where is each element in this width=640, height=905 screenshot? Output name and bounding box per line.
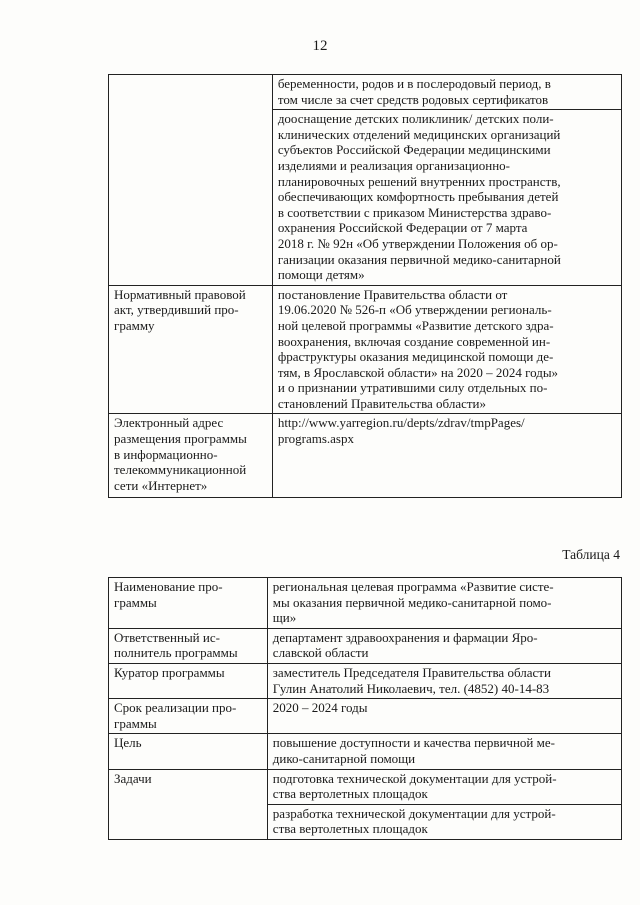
row-label-cell: Цель [109,734,268,769]
table-row [109,628,622,663]
row-value-cell: повышение доступности и качества первичной ме- дико-санитарной помощи [267,734,621,769]
row-label-cell [109,75,273,286]
program-passport-table-4 [108,577,622,840]
row-value-cell: региональная целевая программа «Развитие систе- мы оказания первичной медико-санитарной помо- щи» [267,578,621,629]
row-label-cell: Электронный адрес размещения программы в информационно- телекоммуникационной сети «Интернет» [109,414,273,498]
row-value-cell: разработка технической документации для устрой- ства вертолетных площадок [267,804,621,839]
row-label-cell: Срок реализации про- граммы [109,699,268,734]
row-value-cell: департамент здравоохранения и фармации Яро- славской области [267,628,621,663]
row-value-cell: подготовка технической документации для устрой- ства вертолетных площадок [267,769,621,804]
row-label-cell: Задачи [109,769,268,839]
row-label-cell: Нормативный правовой акт, утвердивший про- грамму [109,285,273,414]
table-row [109,285,622,414]
table-row [109,769,622,804]
row-value-cell: постановление Правительства области от 19.06.2020 № 526-п «Об утверждении региональ- ной целевой программы «Развитие детского здра- воохранения, включая создание современной ин- фраструктуры оказания медицинской помощи де- тям, в Ярославской области» на 2020 – 2024 годы» и о признании утратившими силу отдельных по- становлений Правительства области» [272,285,621,414]
program-url-cell: http://www.yarregion.ru/depts/zdrav/tmpPages/ programs.aspx [272,414,621,498]
table-row [109,578,622,629]
row-value-cell: 2020 – 2024 годы [267,699,621,734]
table-row [109,75,622,110]
row-value-cell: заместитель Председателя Правительства области Гулин Анатолий Николаевич, тел. (4852) 40-14-83 [267,663,621,698]
table-caption: Таблица 4 [562,547,620,562]
table-row [109,663,622,698]
row-value-cell: дооснащение детских поликлиник/ детских поли- клинических отделений медицинских организаций субъектов Российской Федерации медицинскими изделиями и реализация организационно- планировочных решений внутренних пространств, обеспечивающих комфортность пребывания детей в соответствии с приказом Министерства здраво- охранения Российской Федерации от 7 марта 2018 г. № 92н «Об утверждении Положения об ор- ганизации оказания первичной медико-санитарной помощи детям» [272,110,621,286]
page-number: 12 [312,38,328,54]
program-passport-table-continued [108,74,622,498]
row-value-cell: беременности, родов и в послеродовый период, в том числе за счет средств родовых сертификатов [272,75,621,110]
row-label-cell: Куратор программы [109,663,268,698]
row-label-cell: Наименование про- граммы [109,578,268,629]
table-row [109,699,622,734]
table-row [109,734,622,769]
row-label-cell: Ответственный ис- полнитель программы [109,628,268,663]
table-row [109,414,622,498]
